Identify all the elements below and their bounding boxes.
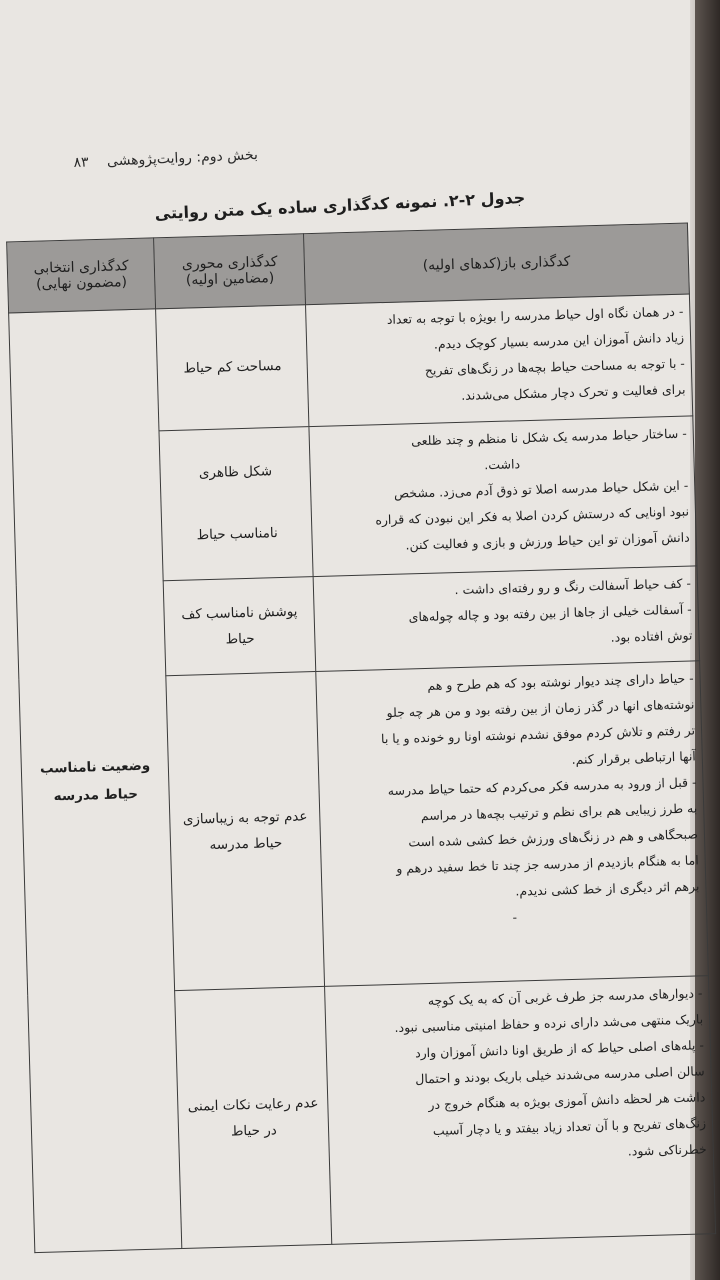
coding-table-container — [6, 222, 716, 1253]
open-code-line: - ساختار حیاط مدرسه یک شکل نا منظم و چند ظلعی — [410, 425, 687, 448]
trailing-dash: - — [512, 909, 518, 925]
open-code-line: - با توجه به مساحت حیاط بچه‌ها در زنگ‌های تفریح — [424, 355, 686, 378]
axial-code-cell: پوشش نامناسب کف حیاط — [164, 577, 316, 676]
open-codes-cell — [309, 416, 697, 577]
open-code-line: داشت هر لحظه دانش آموزی بویژه به هنگام خروج در — [428, 1089, 706, 1113]
open-code-line: صبحگاهی و هم در زنگ‌های ورزش خط کشی شده است — [408, 826, 699, 850]
axial-code-cell: مساحت کم حیاط — [156, 305, 309, 431]
open-codes-cell — [325, 976, 716, 1244]
open-codes-cell — [316, 661, 708, 987]
header-selective-coding: کدگذاری انتخابی (مضمون نهایی) — [7, 238, 156, 313]
open-code-line: زیاد دانش آموزان این مدرسه بسیار کوچک دیدم. — [433, 329, 685, 352]
open-code-line: برهم اثر دیگری از خط کشی ندیدم. — [515, 878, 700, 899]
open-code-line: - حیاط دارای چند دیوار نوشته بود که هم طرح و هم — [427, 670, 694, 693]
open-code-line: - کف حیاط آسفالت رنگ و رو رفته‌ای داشت . — [454, 575, 692, 598]
running-head-section: بخش دوم: روایت‌پژوهشی — [106, 146, 259, 170]
open-code-line: - آسفالت خیلی از جاها از بین رفته بود و چاله چوله‌های — [408, 601, 692, 625]
open-code-line: خطرناکی شود. — [627, 1141, 707, 1159]
open-code-line: - پله‌های اصلی حیاط که از طریق اونا دانش آموزان وارد — [414, 1037, 705, 1061]
cell-spacer — [168, 484, 306, 524]
open-code-line: سالن اصلی مدرسه می‌شدند خیلی باریک بودند و احتمال — [415, 1063, 705, 1087]
open-code-line: به طرز زیبایی هم برای نظم و ترتیب بچه‌ها در مراسم — [420, 800, 698, 824]
page-number: ۸۳ — [73, 154, 89, 172]
header-open-coding: کدگذاری باز(کدهای اولیه) — [304, 223, 690, 305]
table-row — [9, 294, 693, 435]
open-code-line: - دیوارهای مدرسه جز طرف غربی آن که به یک کوچه — [427, 985, 703, 1009]
open-code-line: - در همان نگاه اول حیاط مدرسه را بویژه با توجه به تعداد — [386, 303, 684, 327]
open-code-line: دانش آموزان تو این حیاط ورزش و بازی و فعالیت کنن. — [405, 529, 690, 553]
open-code-line: اما به هنگام بازدیدم از مدرسه جز چند تا خط سفید درهم و — [396, 852, 699, 876]
open-code-line: - قبل از ورود به مدرسه فکر می‌کردم که حتما حیاط مدرسه — [387, 774, 697, 798]
open-code-line: تر رفتم و تلاش کردم موفق نشدم نوشته اونا رو خونده و یا با — [380, 722, 696, 747]
selective-code-cell: وضعیت نامناسب حیاط مدرسه — [9, 309, 183, 1253]
open-code-line: نوشته‌های انها در گذر زمان از بین رفته بود و من هر چه جلو — [386, 696, 695, 720]
axial-code-cell: عدم رعایت نکات ایمنی در حیاط — [175, 987, 332, 1249]
axial-code-line: شکل ظاهری — [198, 463, 273, 482]
open-code-line: نبود اونایی که درستش کردن اصلا به فکر این نبودن که قراره — [375, 503, 690, 527]
open-code-line: زنگ‌های تفریح و با آن تعداد زیاد بیفتد و یا دچار آسیب — [432, 1115, 707, 1139]
open-code-line: - این شکل حیاط مدرسه اصلا تو ذوق آدم می‌زد. مشخص — [393, 477, 689, 501]
open-code-line: باریک منتهی می‌شد دارای نرده و حفاظ امنیتی مناسبی نبود. — [394, 1011, 704, 1036]
coding-table — [6, 222, 716, 1253]
axial-code-line: نامناسب حیاط — [196, 525, 279, 544]
open-code-line: آنها ارتباطی برقرار کنم. — [571, 748, 696, 767]
open-codes-cell — [313, 566, 699, 671]
header-axial-coding: کدگذاری محوری (مضامین اولیه) — [154, 234, 306, 309]
open-code-line: توش افتاده بود. — [610, 627, 693, 645]
open-code-line: برای فعالیت و تحرک دچار مشکل می‌شدند. — [461, 381, 686, 403]
table-caption: جدول ۲-۲. نمونه کدگذاری ساده یک متن روایتی — [154, 187, 526, 224]
open-code-line: داشت. — [484, 455, 521, 472]
axial-code-cell — [159, 426, 313, 581]
axial-code-cell: عدم توجه به زیباسازی حیاط مدرسه — [166, 671, 324, 990]
open-codes-cell — [306, 294, 693, 426]
